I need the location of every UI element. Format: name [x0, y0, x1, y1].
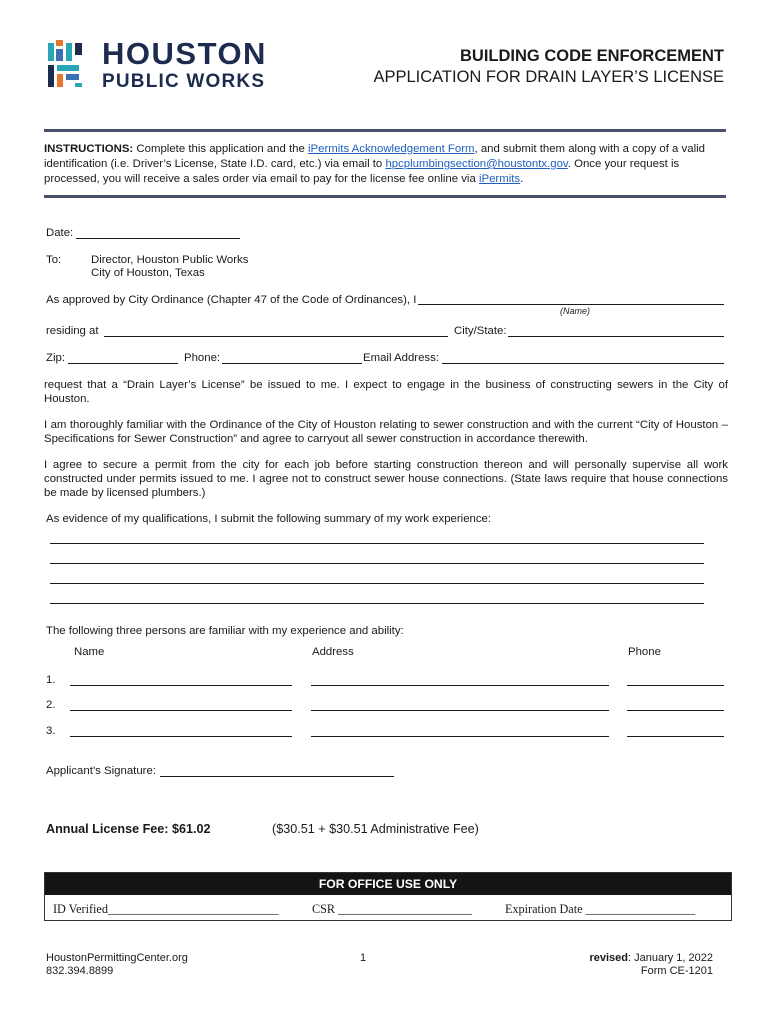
ref-2-address-field[interactable] — [311, 710, 609, 711]
page-number: 1 — [360, 952, 367, 964]
ipermits-acknowledgement-link[interactable]: iPermits Acknowledgement Form — [308, 143, 475, 155]
plumbing-email-link[interactable]: hpcplumbingsection@houstontx.gov — [385, 158, 568, 170]
ref-1-phone-field[interactable] — [627, 685, 724, 686]
zip-label: Zip: — [46, 352, 65, 364]
fee-breakdown: ($30.51 + $30.51 Administrative Fee) — [272, 822, 479, 836]
residing-label: residing at — [46, 325, 99, 337]
houston-logo-mark-icon — [46, 40, 94, 90]
city-state-label: City/State: — [454, 325, 507, 337]
ref-number-1: 1. — [46, 674, 56, 686]
revised-label: revised — [589, 952, 628, 964]
to-label: To: — [46, 254, 62, 266]
id-verified-field[interactable]: ID Verified____________________________ — [53, 902, 279, 916]
ipermits-link[interactable]: iPermits — [478, 173, 521, 185]
logo-houston-text: HOUSTON — [102, 36, 267, 71]
experience-line-3[interactable] — [50, 583, 704, 584]
instructions-text-2: , and submit them along with a copy of a valid identification (i.e. Driver’s License, State I.D. card, etc.) via email to — [44, 143, 705, 170]
name-hint: (Name) — [560, 306, 591, 316]
expiration-date-field[interactable]: Expiration Date __________________ — [505, 902, 696, 916]
email-field[interactable] — [442, 363, 724, 364]
instructions-rule — [44, 195, 726, 198]
ref-1-address-field[interactable] — [311, 685, 609, 686]
to-line-2: City of Houston, Texas — [91, 267, 205, 279]
ref-3-address-field[interactable] — [311, 736, 609, 737]
col-phone-header: Phone — [628, 646, 661, 658]
experience-line-1[interactable] — [50, 543, 704, 544]
office-use-header: FOR OFFICE USE ONLY — [45, 873, 731, 895]
ordinance-paragraph: I am thoroughly familiar with the Ordinance of the City of Houston relating to sewer construction and with the current “City of Houston – Specifications for Sewer Construction” and agree to carryout all sewer construction in accordance therewith. — [44, 419, 728, 445]
signature-label: Applicant’s Signature: — [46, 765, 156, 777]
applicant-name-field[interactable] — [418, 304, 724, 305]
date-label: Date: — [46, 227, 74, 239]
form-number: Form CE-1201 — [640, 965, 713, 977]
experience-line-2[interactable] — [50, 563, 704, 564]
instructions-label: INSTRUCTIONS: — [44, 143, 134, 155]
instructions-text-1: Complete this application and the — [133, 143, 308, 155]
zip-field[interactable] — [68, 363, 178, 364]
ref-2-phone-field[interactable] — [627, 710, 724, 711]
document-title: BUILDING CODE ENFORCEMENT — [460, 47, 724, 65]
references-intro: The following three persons are familiar with my experience and ability: — [46, 625, 404, 637]
houston-public-works-logo — [46, 38, 296, 94]
office-use-box — [44, 872, 732, 921]
city-state-field[interactable] — [508, 336, 724, 337]
footer-website[interactable]: HoustonPermittingCenter.org — [46, 952, 188, 964]
evidence-text: As evidence of my qualifications, I submit the following summary of my work experience: — [46, 513, 492, 525]
to-line-1: Director, Houston Public Works — [91, 254, 249, 266]
ref-2-name-field[interactable] — [70, 710, 292, 711]
document-subtitle: APPLICATION FOR DRAIN LAYER’S LICENSE — [373, 68, 724, 86]
logo-public-works-text: PUBLIC WORKS — [102, 71, 266, 92]
email-label: Email Address: — [363, 352, 439, 364]
experience-line-4[interactable] — [50, 603, 704, 604]
phone-label: Phone: — [184, 352, 221, 364]
col-name-header: Name — [74, 646, 105, 658]
ref-3-phone-field[interactable] — [627, 736, 724, 737]
annual-fee-label: Annual License Fee: $61.02 — [46, 822, 211, 836]
ref-number-2: 2. — [46, 699, 56, 711]
permit-paragraph: I agree to secure a permit from the city for each job before starting construction thereon and will personally supervise all work constructed under permits issued to me. I agree not to construct sewer house connections. (State laws require that house connections be made by licensed plumbers.) — [44, 459, 728, 499]
ref-number-3: 3. — [46, 725, 56, 737]
ref-3-name-field[interactable] — [70, 736, 292, 737]
csr-field[interactable]: CSR ______________________ — [312, 902, 473, 916]
request-paragraph: request that a “Drain Layer’s License” be issued to me. I expect to engage in the business of constructing sewers in the City of Houston. — [44, 379, 728, 405]
col-address-header: Address — [312, 646, 354, 658]
approved-text: As approved by City Ordinance (Chapter 47 of the Code of Ordinances), I — [46, 294, 417, 306]
header-rule — [44, 129, 726, 132]
date-field[interactable] — [76, 238, 240, 239]
instructions-block — [44, 142, 726, 187]
phone-field[interactable] — [222, 363, 362, 364]
revised-date — [589, 952, 713, 965]
signature-field[interactable] — [160, 776, 394, 777]
instructions-text-3: . Once your request is processed, you will receive a sales order via email to pay for the license fee online via — [44, 158, 680, 185]
ref-1-name-field[interactable] — [70, 685, 292, 686]
footer-phone: 832.394.8899 — [46, 965, 114, 977]
revised-date-value: : January 1, 2022 — [627, 952, 713, 964]
address-field[interactable] — [104, 336, 448, 337]
instructions-text-4: . — [520, 173, 524, 185]
